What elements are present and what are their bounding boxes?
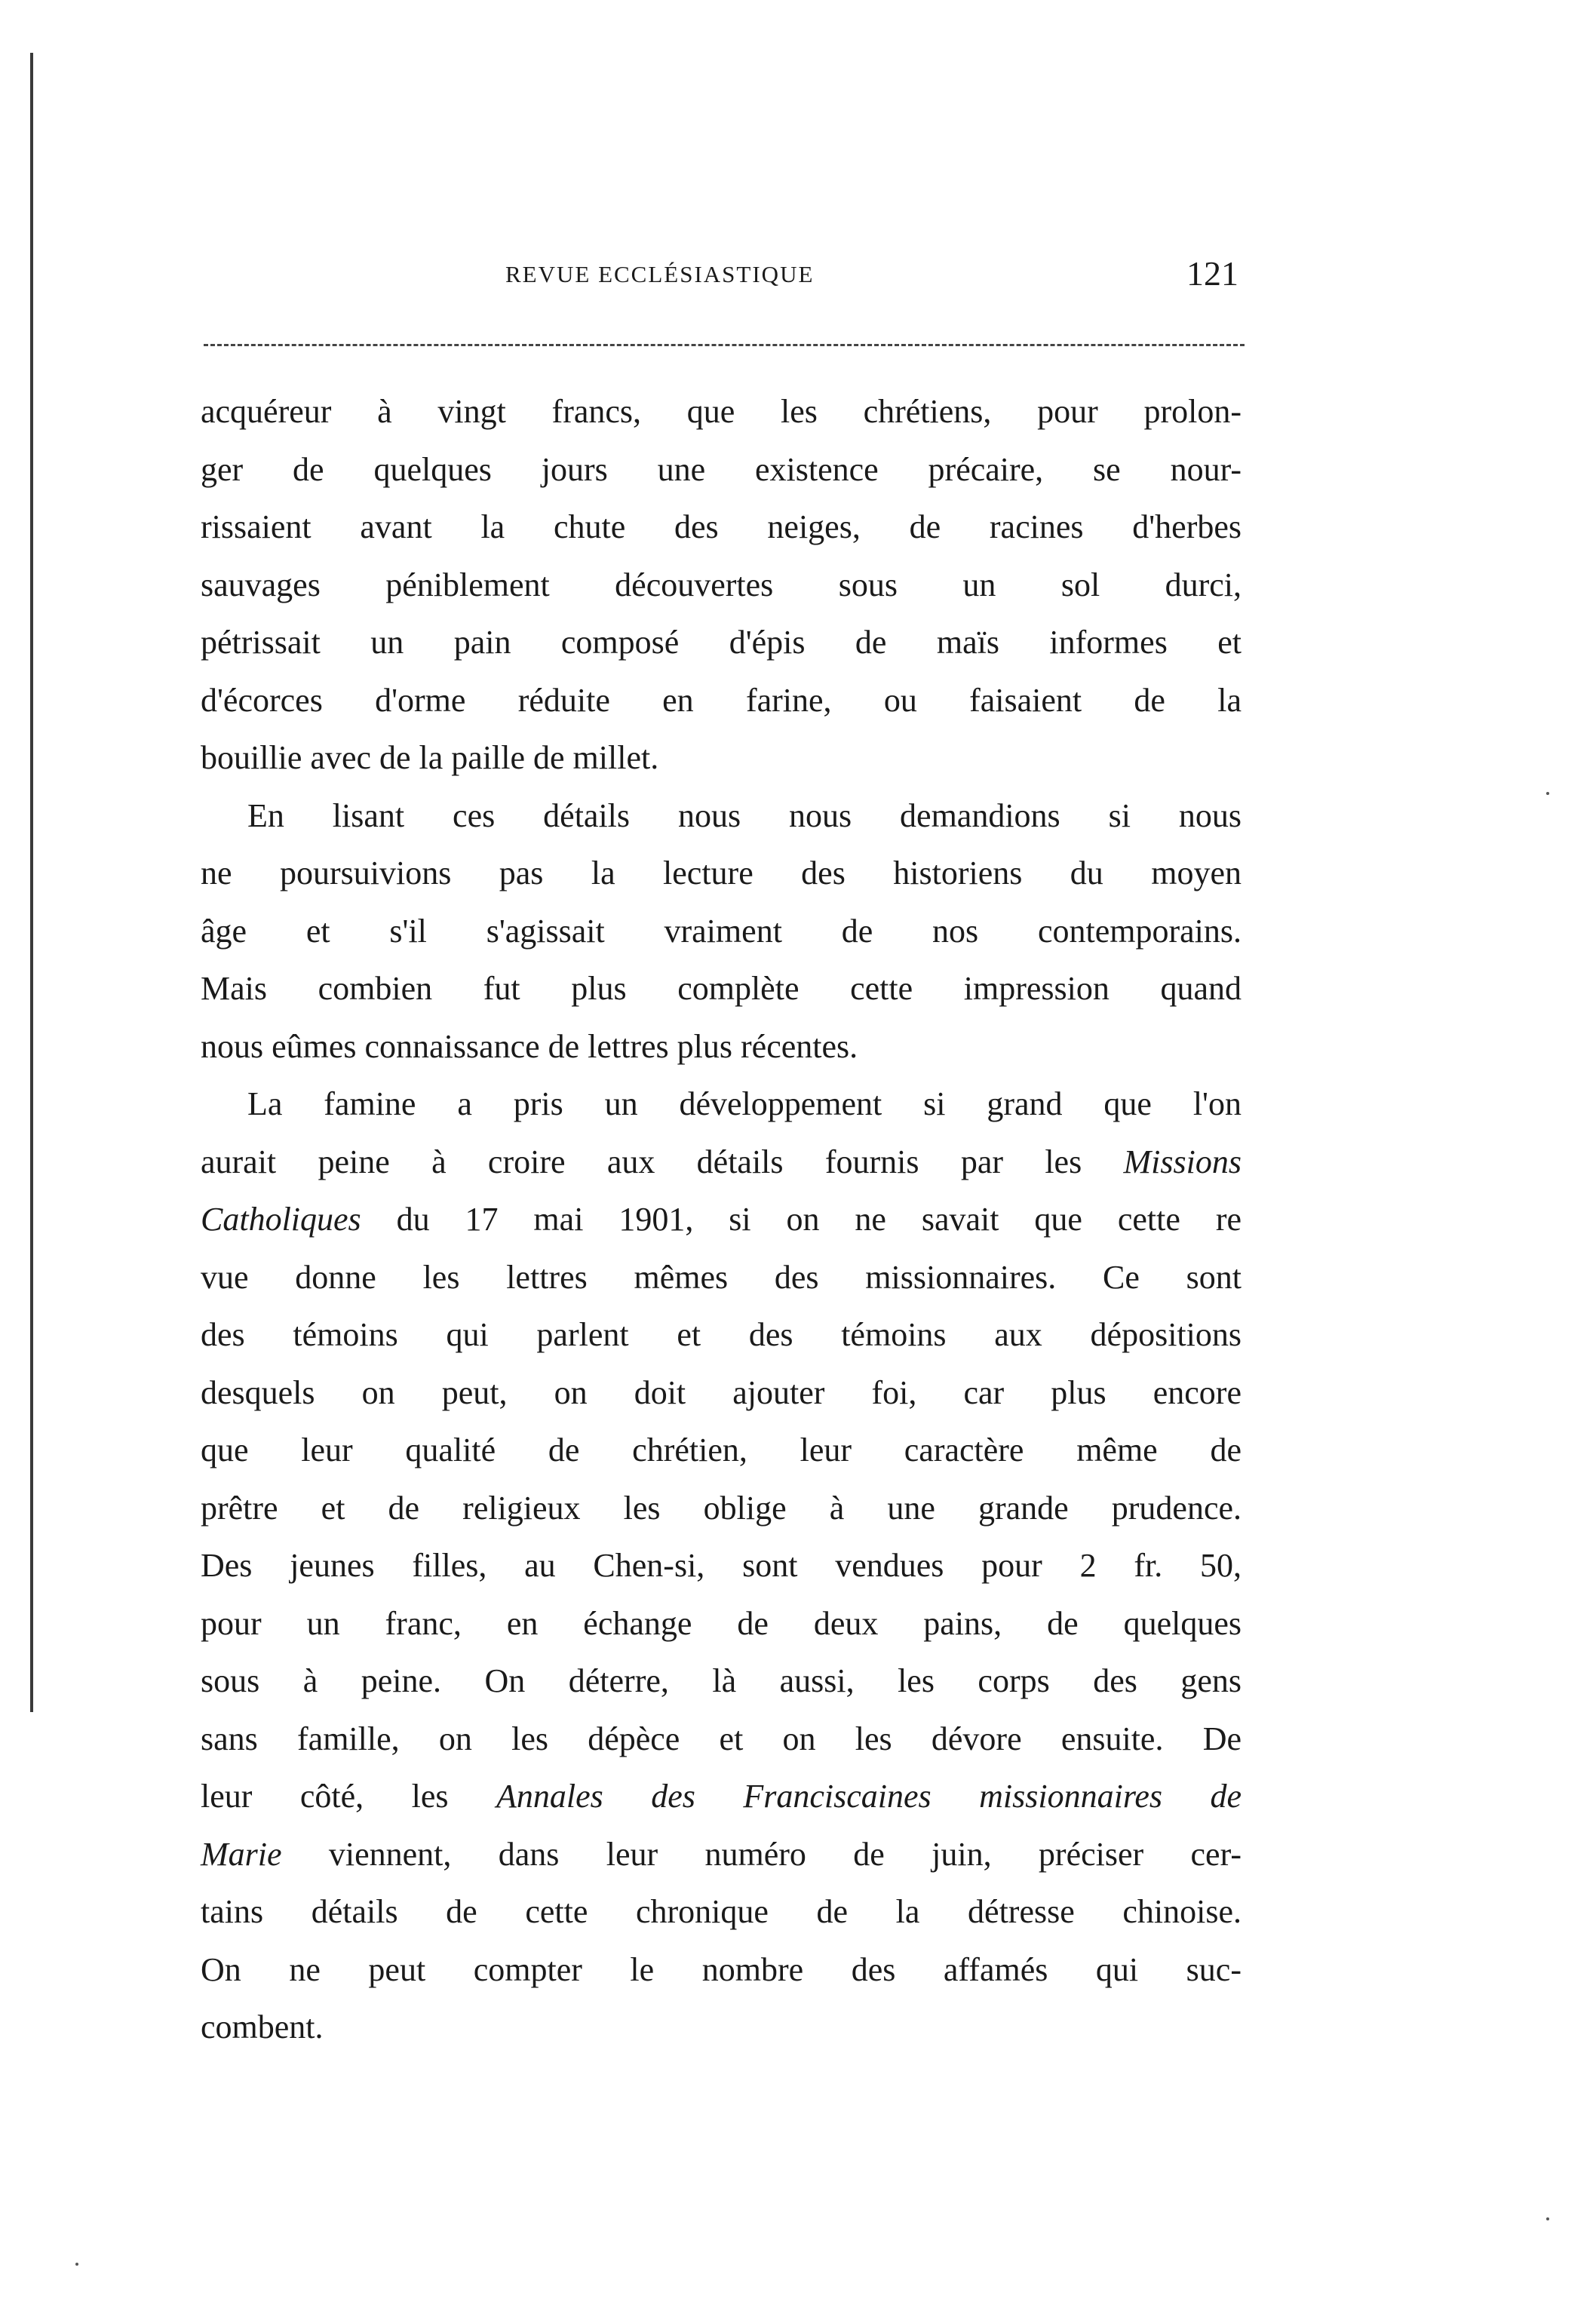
scan-speck: [1546, 2217, 1549, 2220]
text-line: ger de quelques jours une existence précaire, se nour-: [201, 450, 1242, 488]
text-segment: du 17 mai 1901, si on ne savait que cette re: [361, 1201, 1242, 1238]
text-segment: aurait peine à croire aux détails fournis par les: [201, 1143, 1124, 1180]
text-line: Des jeunes filles, au Chen-si, sont vendues pour 2 fr. 50,: [201, 1547, 1242, 1584]
text-line: [201, 1826, 1242, 1884]
text-line: vue donne les lettres mêmes des missionnaires. Ce sont: [201, 1258, 1242, 1296]
paragraph-1: [201, 383, 1242, 787]
scan-speck: [75, 2263, 78, 2266]
italic-title: Annales des Franciscaines missionnaires de: [496, 1778, 1242, 1815]
text-segment: viennent, dans leur numéro de juin, préciser cer-: [281, 1835, 1242, 1873]
text-line: La famine a pris un développement si grand que l'on: [247, 1085, 1242, 1122]
text-line: ne poursuivions pas la lecture des historiens du moyen: [201, 855, 1242, 891]
paragraph-3: [201, 1076, 1242, 2057]
text-line: On ne peut compter le nombre des affamés qui suc-: [201, 1950, 1242, 1988]
page-number: 121: [1186, 254, 1238, 293]
text-line: En lisant ces détails nous nous demandions si nous: [247, 796, 1242, 834]
scan-speck: [1546, 792, 1549, 795]
text-line: pétrissait un pain composé d'épis de maïs informes et: [201, 624, 1242, 661]
text-line: prêtre et de religieux les oblige à une grande prudence.: [201, 1489, 1242, 1527]
text-line: sauvages péniblement découvertes sous un sol durci,: [201, 566, 1242, 603]
running-head: [204, 253, 1245, 299]
text-segment: leur côté, les: [201, 1778, 497, 1815]
text-line: des témoins qui parlent et des témoins aux dépositions: [201, 1316, 1242, 1353]
text-line: âge et s'il s'agissait vraiment de nos contemporains.: [201, 912, 1242, 950]
text-line: sans famille, on les dépèce et on les dévore ensuite. De: [201, 1720, 1242, 1757]
paragraph-2: [201, 787, 1242, 1076]
text-line: combent.: [201, 2008, 324, 2045]
text-line: bouillie avec de la paille de millet.: [201, 739, 659, 776]
text-line: [201, 1768, 1242, 1826]
text-line: que leur qualité de chrétien, leur caractère même de: [201, 1432, 1242, 1468]
italic-title: Missions: [1123, 1143, 1242, 1180]
text-line: sous à peine. On déterre, là aussi, les corps des gens: [201, 1662, 1242, 1699]
italic-title: Marie: [201, 1835, 282, 1873]
journal-title: REVUE ECCLÉSIASTIQUE: [505, 261, 815, 287]
text-line: Mais combien fut plus complète cette impression quand: [201, 970, 1242, 1007]
text-line: nous eûmes connaissance de lettres plus récentes.: [201, 1027, 858, 1065]
binding-edge: [30, 53, 33, 1712]
text-line: d'écorces d'orme réduite en farine, ou faisaient de la: [201, 681, 1242, 719]
text-line: pour un franc, en échange de deux pains, de quelques: [201, 1604, 1242, 1642]
text-line: [201, 1134, 1242, 1192]
italic-title: Catholiques: [201, 1201, 361, 1238]
header-rule: [204, 344, 1245, 346]
text-line: tains détails de cette chronique de la détresse chinoise.: [201, 1893, 1242, 1930]
text-line: [201, 1191, 1242, 1249]
body-text: [201, 383, 1242, 2057]
text-line: acquéreur à vingt francs, que les chrétiens, pour prolon-: [201, 393, 1242, 430]
text-line: desquels on peut, on doit ajouter foi, car plus encore: [201, 1373, 1242, 1411]
text-line: rissaient avant la chute des neiges, de racines d'herbes: [201, 508, 1242, 545]
